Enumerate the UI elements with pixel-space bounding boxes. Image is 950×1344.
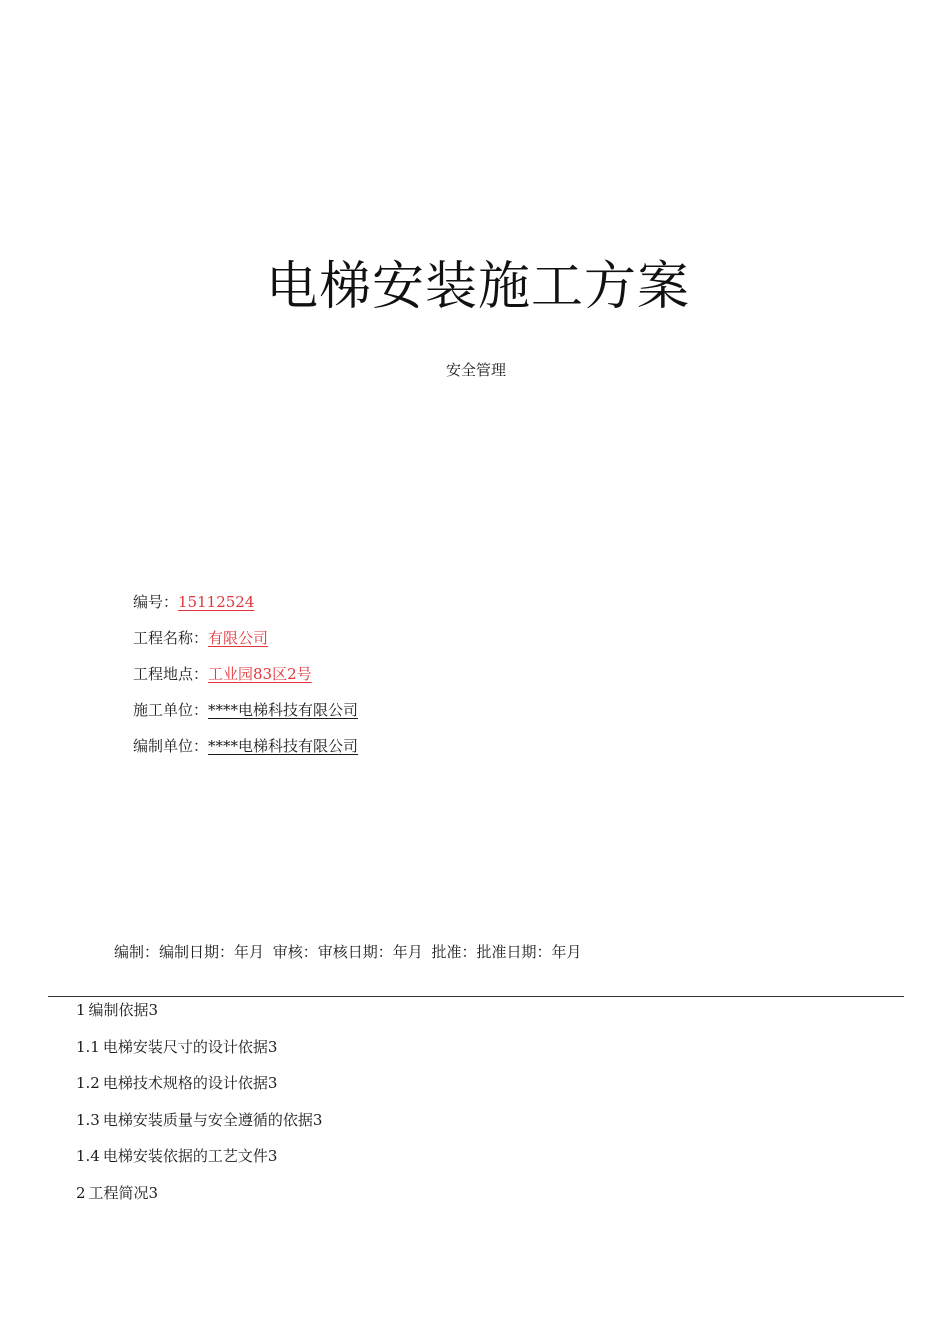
toc-item-text: 电梯技术规格的设计依据3 (102, 1074, 278, 1093)
toc-item-number: 1.1 (76, 1037, 100, 1056)
toc-item[interactable] (76, 1109, 322, 1146)
signoff-line: 编制：编制日期：年月 审核：审核日期：年月 批准：批准日期：年月 (114, 943, 582, 961)
project-info-list (133, 592, 358, 772)
toc-item-number: 1.3 (76, 1110, 100, 1129)
toc-item-number: 1.4 (76, 1147, 100, 1166)
toc-item[interactable] (76, 1036, 322, 1073)
info-label: 施工单位： (133, 701, 209, 719)
toc-item-text: 电梯安装依据的工艺文件3 (102, 1147, 278, 1166)
toc-item[interactable] (76, 1145, 322, 1182)
info-value: 工业园83区2号 (208, 665, 312, 683)
info-label: 编号： (133, 593, 179, 611)
info-value: 15112524 (178, 593, 255, 611)
toc-item-number: 1.2 (76, 1074, 100, 1093)
info-value: ****电梯科技有限公司 (208, 701, 359, 719)
info-row-project-location (133, 664, 358, 700)
toc-item[interactable] (76, 1072, 322, 1109)
info-label: 编制单位： (133, 737, 209, 755)
toc-item-text: 电梯安装质量与安全遵循的依据3 (102, 1110, 323, 1129)
toc-item-text: 工程简况3 (88, 1183, 159, 1202)
info-row-compiling-unit (133, 736, 358, 772)
document-title: 电梯安装施工方案 (265, 257, 690, 317)
section-divider (48, 996, 904, 997)
toc-item[interactable] (76, 999, 322, 1036)
toc-item-text: 编制依据3 (88, 1001, 159, 1019)
toc-item-text: 电梯安装尺寸的设计依据3 (102, 1037, 278, 1056)
toc-item[interactable] (76, 1182, 322, 1219)
info-row-number (133, 592, 358, 628)
toc-item-number: 2 (76, 1183, 86, 1202)
info-label: 工程名称： (133, 629, 209, 647)
info-row-construction-unit (133, 700, 358, 736)
toc-item-number: 1 (76, 1001, 86, 1019)
info-label: 工程地点： (133, 665, 209, 683)
info-row-project-name (133, 628, 358, 664)
info-value: ****电梯科技有限公司 (208, 737, 359, 755)
document-subtitle: 安全管理 (445, 361, 506, 379)
info-value: 有限公司 (208, 629, 269, 647)
table-of-contents (76, 999, 322, 1219)
